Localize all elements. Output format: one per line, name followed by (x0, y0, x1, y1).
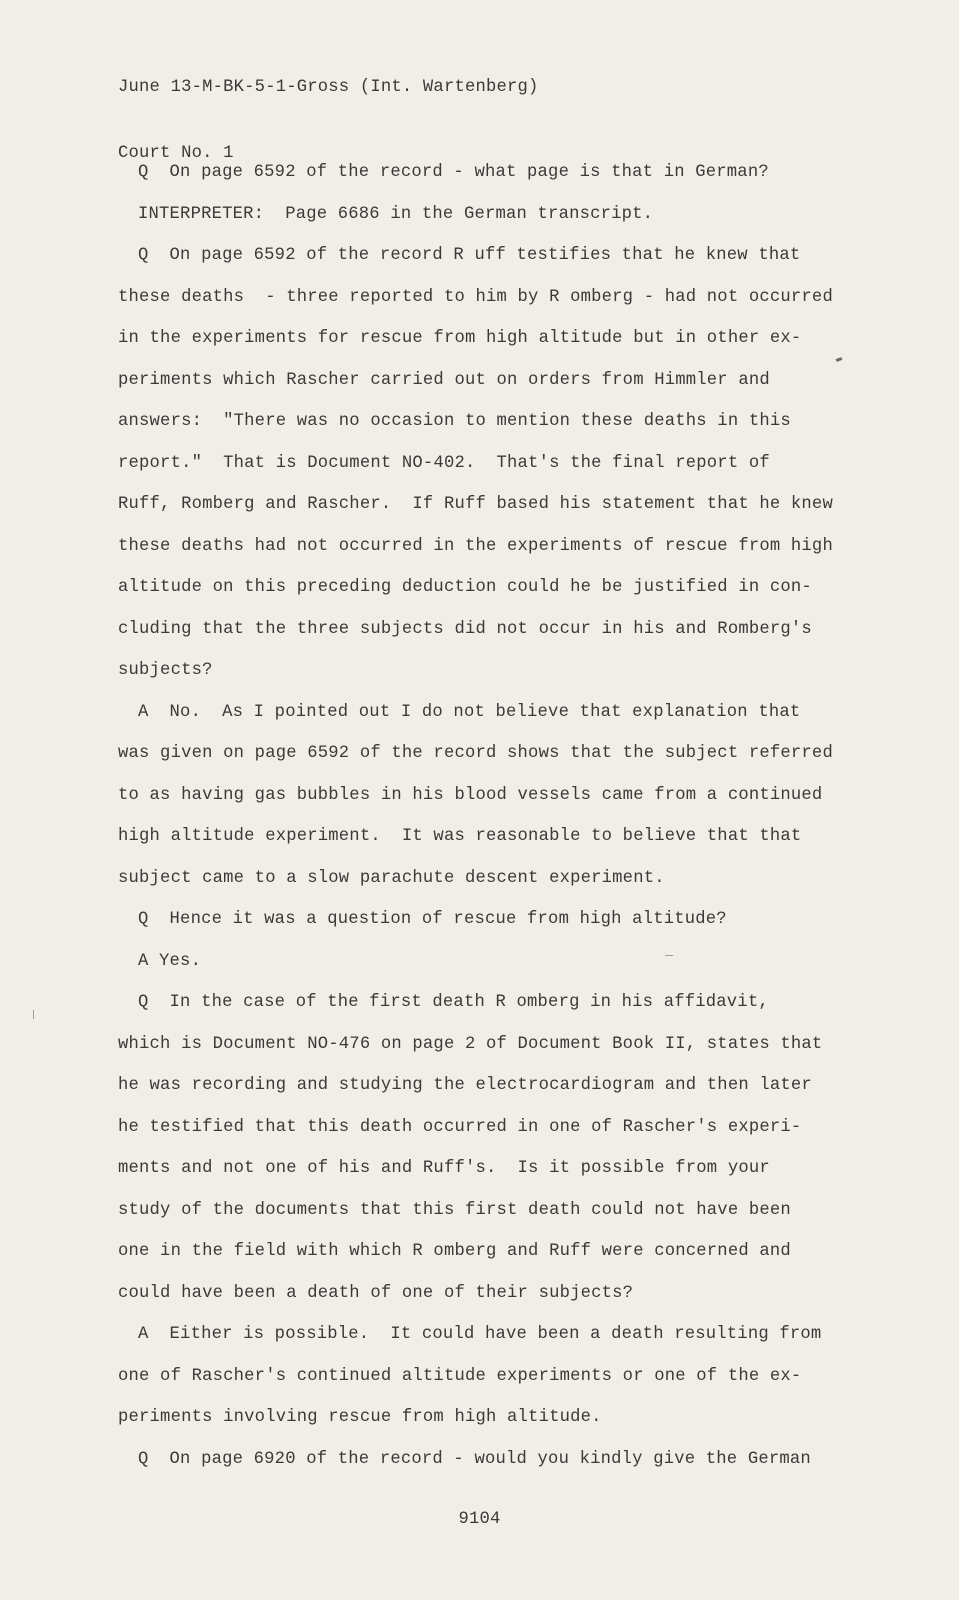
header-case-line: June 13-M-BK-5-1-Gross (Int. Wartenberg) (118, 78, 539, 97)
transcript-line: these deaths had not occurred in the experiments of rescue from high (118, 536, 833, 556)
paper-mark (33, 1010, 34, 1019)
transcript-line: INTERPRETER: Page 6686 in the German transcript. (138, 204, 654, 224)
transcript-line: Q In the case of the first death R omberg in his affidavit, (138, 993, 769, 1012)
transcript-line: Q On page 6592 of the record - what page is that in German? (138, 163, 769, 182)
header-court-line: Court No. 1 (118, 144, 234, 163)
transcript-line: altitude on this preceding deduction could he be justified in con- (118, 578, 812, 597)
transcript-line: was given on page 6592 of the record shows that the subject referred (118, 744, 833, 763)
transcript-line: he testified that this death occurred in one of Rascher's experi- (118, 1117, 802, 1137)
paper-mark (665, 955, 673, 956)
transcript-line: one of Rascher's continued altitude experiments or one of the ex- (118, 1366, 802, 1386)
transcript-line: periments involving rescue from high altitude. (118, 1408, 602, 1427)
transcript-body (118, 152, 833, 1480)
transcript-line: A Yes. (138, 951, 202, 971)
transcript-line: subject came to a slow parachute descent experiment. (118, 868, 665, 888)
transcript-line: Q Hence it was a question of rescue from high altitude? (138, 910, 727, 929)
transcript-line: Q On page 6920 of the record - would you kindly give the German (138, 1449, 811, 1469)
paper-mark (836, 357, 843, 362)
transcript-line: high altitude experiment. It was reasonable to believe that that (118, 827, 802, 846)
transcript-line: Ruff, Romberg and Rascher. If Ruff based his statement that he knew (118, 495, 833, 514)
transcript-line: report." That is Document NO-402. That's the final report of (118, 453, 770, 473)
transcript-line: study of the documents that this first death could not have been (118, 1200, 791, 1220)
transcript-line: Q On page 6592 of the record R uff testifies that he knew that (138, 246, 801, 265)
transcript-line: ments and not one of his and Ruff's. Is it possible from your (118, 1159, 770, 1178)
transcript-line: these deaths - three reported to him by R omberg - had not occurred (118, 287, 833, 307)
transcript-line: A No. As I pointed out I do not believe that explanation that (138, 702, 801, 722)
transcript-line: A Either is possible. It could have been a death resulting from (138, 1325, 822, 1344)
transcript-line: answers: "There was no occasion to mention these deaths in this (118, 412, 791, 431)
transcript-line: he was recording and studying the electrocardiogram and then later (118, 1076, 812, 1095)
transcript-line: which is Document NO-476 on page 2 of Document Book II, states that (118, 1034, 823, 1054)
transcript-line: one in the field with which R omberg and Ruff were concerned and (118, 1242, 791, 1261)
transcript-line: could have been a death of one of their subjects? (118, 1283, 634, 1303)
transcript-line: to as having gas bubbles in his blood vessels came from a continued (118, 785, 823, 805)
page-number: 9104 (458, 1510, 501, 1529)
transcript-line: cluding that the three subjects did not occur in his and Romberg's (118, 619, 812, 639)
transcript-line: subjects? (118, 661, 213, 680)
transcript-line: periments which Rascher carried out on orders from Himmler and (118, 370, 770, 390)
transcript-line: in the experiments for rescue from high altitude but in other ex- (118, 329, 802, 348)
